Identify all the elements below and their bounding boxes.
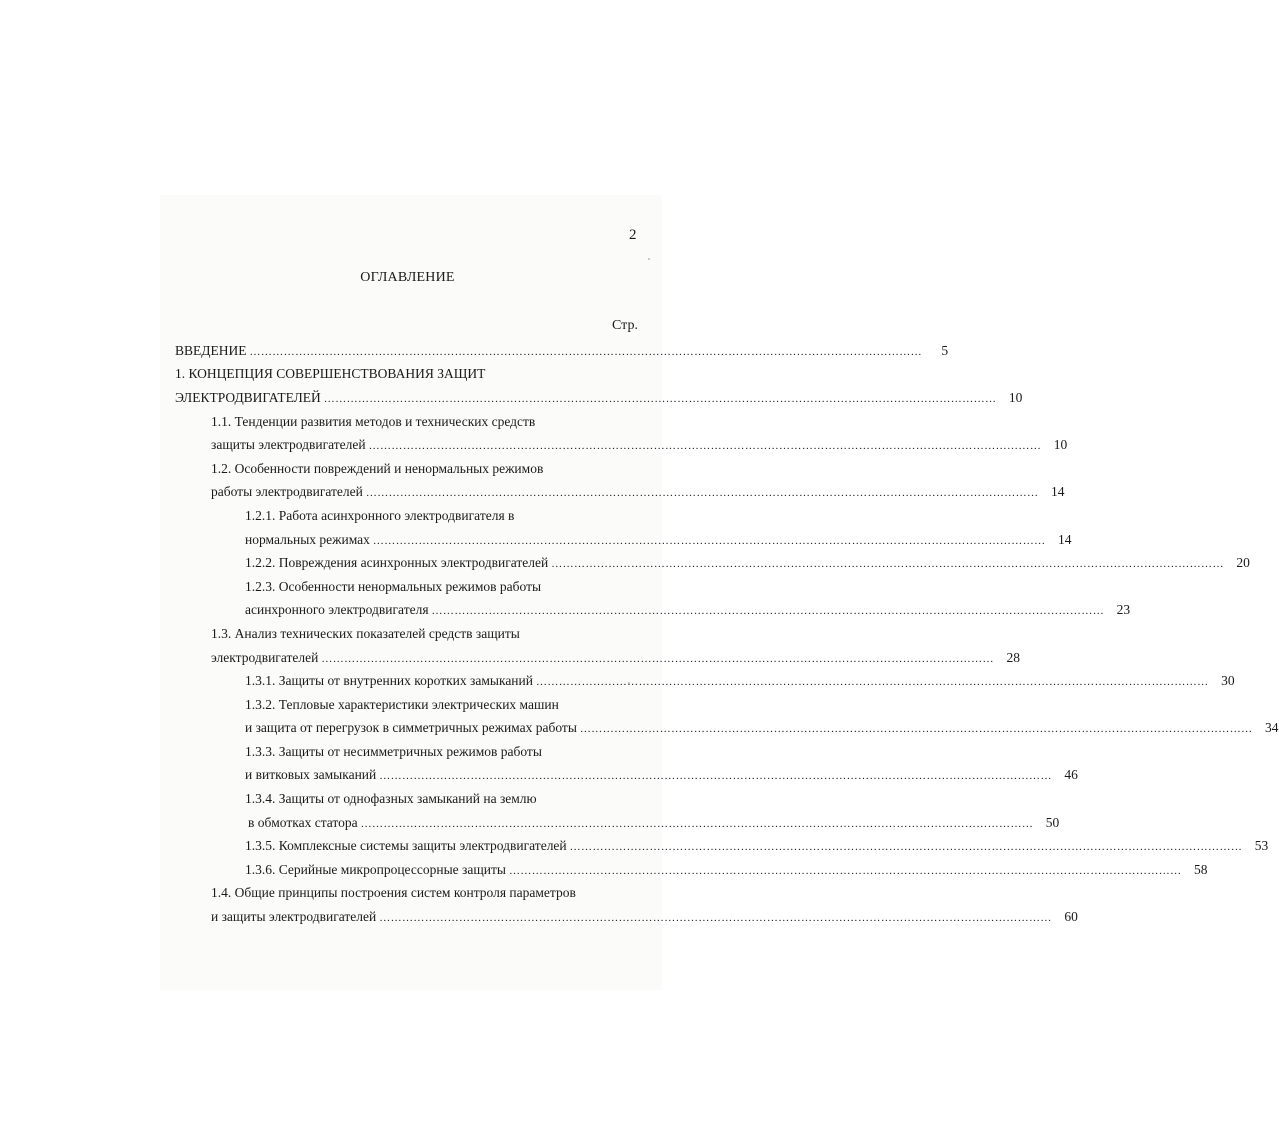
toc-entry — [211, 908, 1078, 926]
scan-speck — [648, 258, 650, 260]
page-number: 2 — [629, 227, 637, 243]
toc-leader: …………………………………………………………………………………………………………………………………………………………… — [372, 535, 1046, 547]
toc-entry — [245, 837, 1269, 855]
toc-entry-page: 53 — [1254, 838, 1269, 853]
toc-entry-page: 58 — [1194, 862, 1208, 877]
toc-entry-page: 5 — [941, 343, 949, 358]
toc-leader: …………………………………………………………………………………………………………………………………………………………… — [379, 770, 1052, 782]
toc-leader: …………………………………………………………………………………………………………………………………………………………… — [579, 723, 1253, 735]
toc-entry-page: 10 — [1053, 437, 1068, 452]
toc-entry-page: 14 — [1050, 484, 1065, 499]
toc-entry — [245, 861, 1208, 879]
toc-entry-page: 23 — [1116, 602, 1131, 617]
toc-entry-text: 1.3.6. Серийные микропроцессорные защиты — [245, 862, 506, 877]
toc-entry-page: 20 — [1236, 555, 1250, 570]
toc-leader: …………………………………………………………………………………………………………………………………………………………… — [360, 818, 1034, 830]
toc-entry-text: работы электродвигателей — [211, 484, 363, 499]
toc-leader: …………………………………………………………………………………………………………………………………………………………… — [249, 346, 923, 358]
toc-entry-text: электродвигателей — [211, 650, 319, 665]
toc-entry-heading: 1.1. Тенденции развития методов и технических средств — [211, 414, 536, 429]
toc-entry — [245, 531, 1072, 549]
toc-entry-text: 1.3.5. Комплексные системы защиты электродвигателей — [245, 838, 567, 853]
toc-entry-page: 34 — [1265, 720, 1279, 735]
toc-entry-heading: 1.2.3. Особенности ненормальных режимов работы — [245, 579, 542, 594]
toc-entry-heading: 1. КОНЦЕПЦИЯ СОВЕРШЕНСТВОВАНИЯ ЗАЩИТ — [175, 366, 486, 381]
toc-leader: …………………………………………………………………………………………………………………………………………………………… — [321, 653, 994, 665]
toc-entry-heading: 1.3.4. Защиты от однофазных замыканий на землю — [245, 791, 537, 806]
toc-entry-text: защиты электродвигателей — [211, 437, 366, 452]
toc-leader: …………………………………………………………………………………………………………………………………………………………… — [551, 558, 1224, 570]
toc-entry-heading: 1.2.1. Работа асинхронного электродвигателя в — [245, 508, 515, 523]
toc-entry-text: и витковых замыканий — [245, 767, 377, 782]
toc-entry — [245, 672, 1235, 690]
toc-entry-heading: 1.2. Особенности повреждений и ненормальных режимов — [211, 461, 544, 476]
toc-entry — [175, 342, 949, 360]
toc-leader: …………………………………………………………………………………………………………………………………………………………… — [379, 912, 1052, 924]
toc-entry-page: 46 — [1064, 767, 1078, 782]
toc-entry-heading: 1.3. Анализ технических показателей средств защиты — [211, 626, 520, 641]
toc-entry — [245, 554, 1250, 572]
toc-entry — [248, 814, 1060, 832]
toc-entry-text: 1.3.1. Защиты от внутренних коротких замыканий — [245, 673, 533, 688]
toc-entry — [211, 649, 1020, 667]
toc-entry-heading: 1.3.2. Тепловые характеристики электрических машин — [245, 697, 559, 712]
toc-entry — [245, 719, 1279, 737]
toc-leader: …………………………………………………………………………………………………………………………………………………………… — [365, 487, 1039, 499]
toc-entry-page: 10 — [1008, 390, 1023, 405]
toc-entry — [245, 766, 1078, 784]
toc-title: ОГЛАВЛЕНИЕ — [360, 270, 455, 285]
toc-entry-text: в обмотках статора — [248, 815, 358, 830]
toc-entry-page: 14 — [1058, 532, 1072, 547]
toc-leader: …………………………………………………………………………………………………………………………………………………………… — [368, 440, 1042, 452]
toc-entry-text: нормальных режимах — [245, 532, 370, 547]
toc-entry-text: ВВЕДЕНИЕ — [175, 343, 247, 358]
toc-entry-page: 30 — [1221, 673, 1235, 688]
toc-entry-page: 28 — [1006, 650, 1020, 665]
toc-entry — [245, 601, 1131, 619]
toc-entry-text: 1.2.2. Повреждения асинхронных электродвигателей — [245, 555, 549, 570]
toc-entry-text: асинхронного электродвигателя — [245, 602, 429, 617]
toc-entry-heading: 1.3.3. Защиты от несимметричных режимов работы — [245, 744, 542, 759]
page-column-label: Стр. — [612, 318, 638, 333]
toc-entry-text: и защита от перегрузок в симметричных режимах работы — [245, 720, 577, 735]
toc-leader: …………………………………………………………………………………………………………………………………………………………… — [431, 605, 1105, 617]
toc-entry — [175, 389, 1023, 407]
toc-entry-page: 50 — [1045, 815, 1060, 830]
toc-entry — [211, 483, 1065, 501]
toc-entry-page: 60 — [1064, 909, 1078, 924]
toc-entry-text: и защиты электродвигателей — [211, 909, 377, 924]
toc-leader: …………………………………………………………………………………………………………………………………………………………… — [323, 393, 997, 405]
toc-leader: …………………………………………………………………………………………………………………………………………………………… — [508, 865, 1182, 877]
toc-leader: …………………………………………………………………………………………………………………………………………………………… — [569, 841, 1243, 853]
toc-leader: …………………………………………………………………………………………………………………………………………………………… — [535, 676, 1209, 688]
toc-entry — [211, 436, 1068, 454]
toc-entry-heading: 1.4. Общие принципы построения систем контроля параметров — [211, 885, 576, 900]
toc-entry-text: ЭЛЕКТРОДВИГАТЕЛЕЙ — [175, 390, 321, 405]
